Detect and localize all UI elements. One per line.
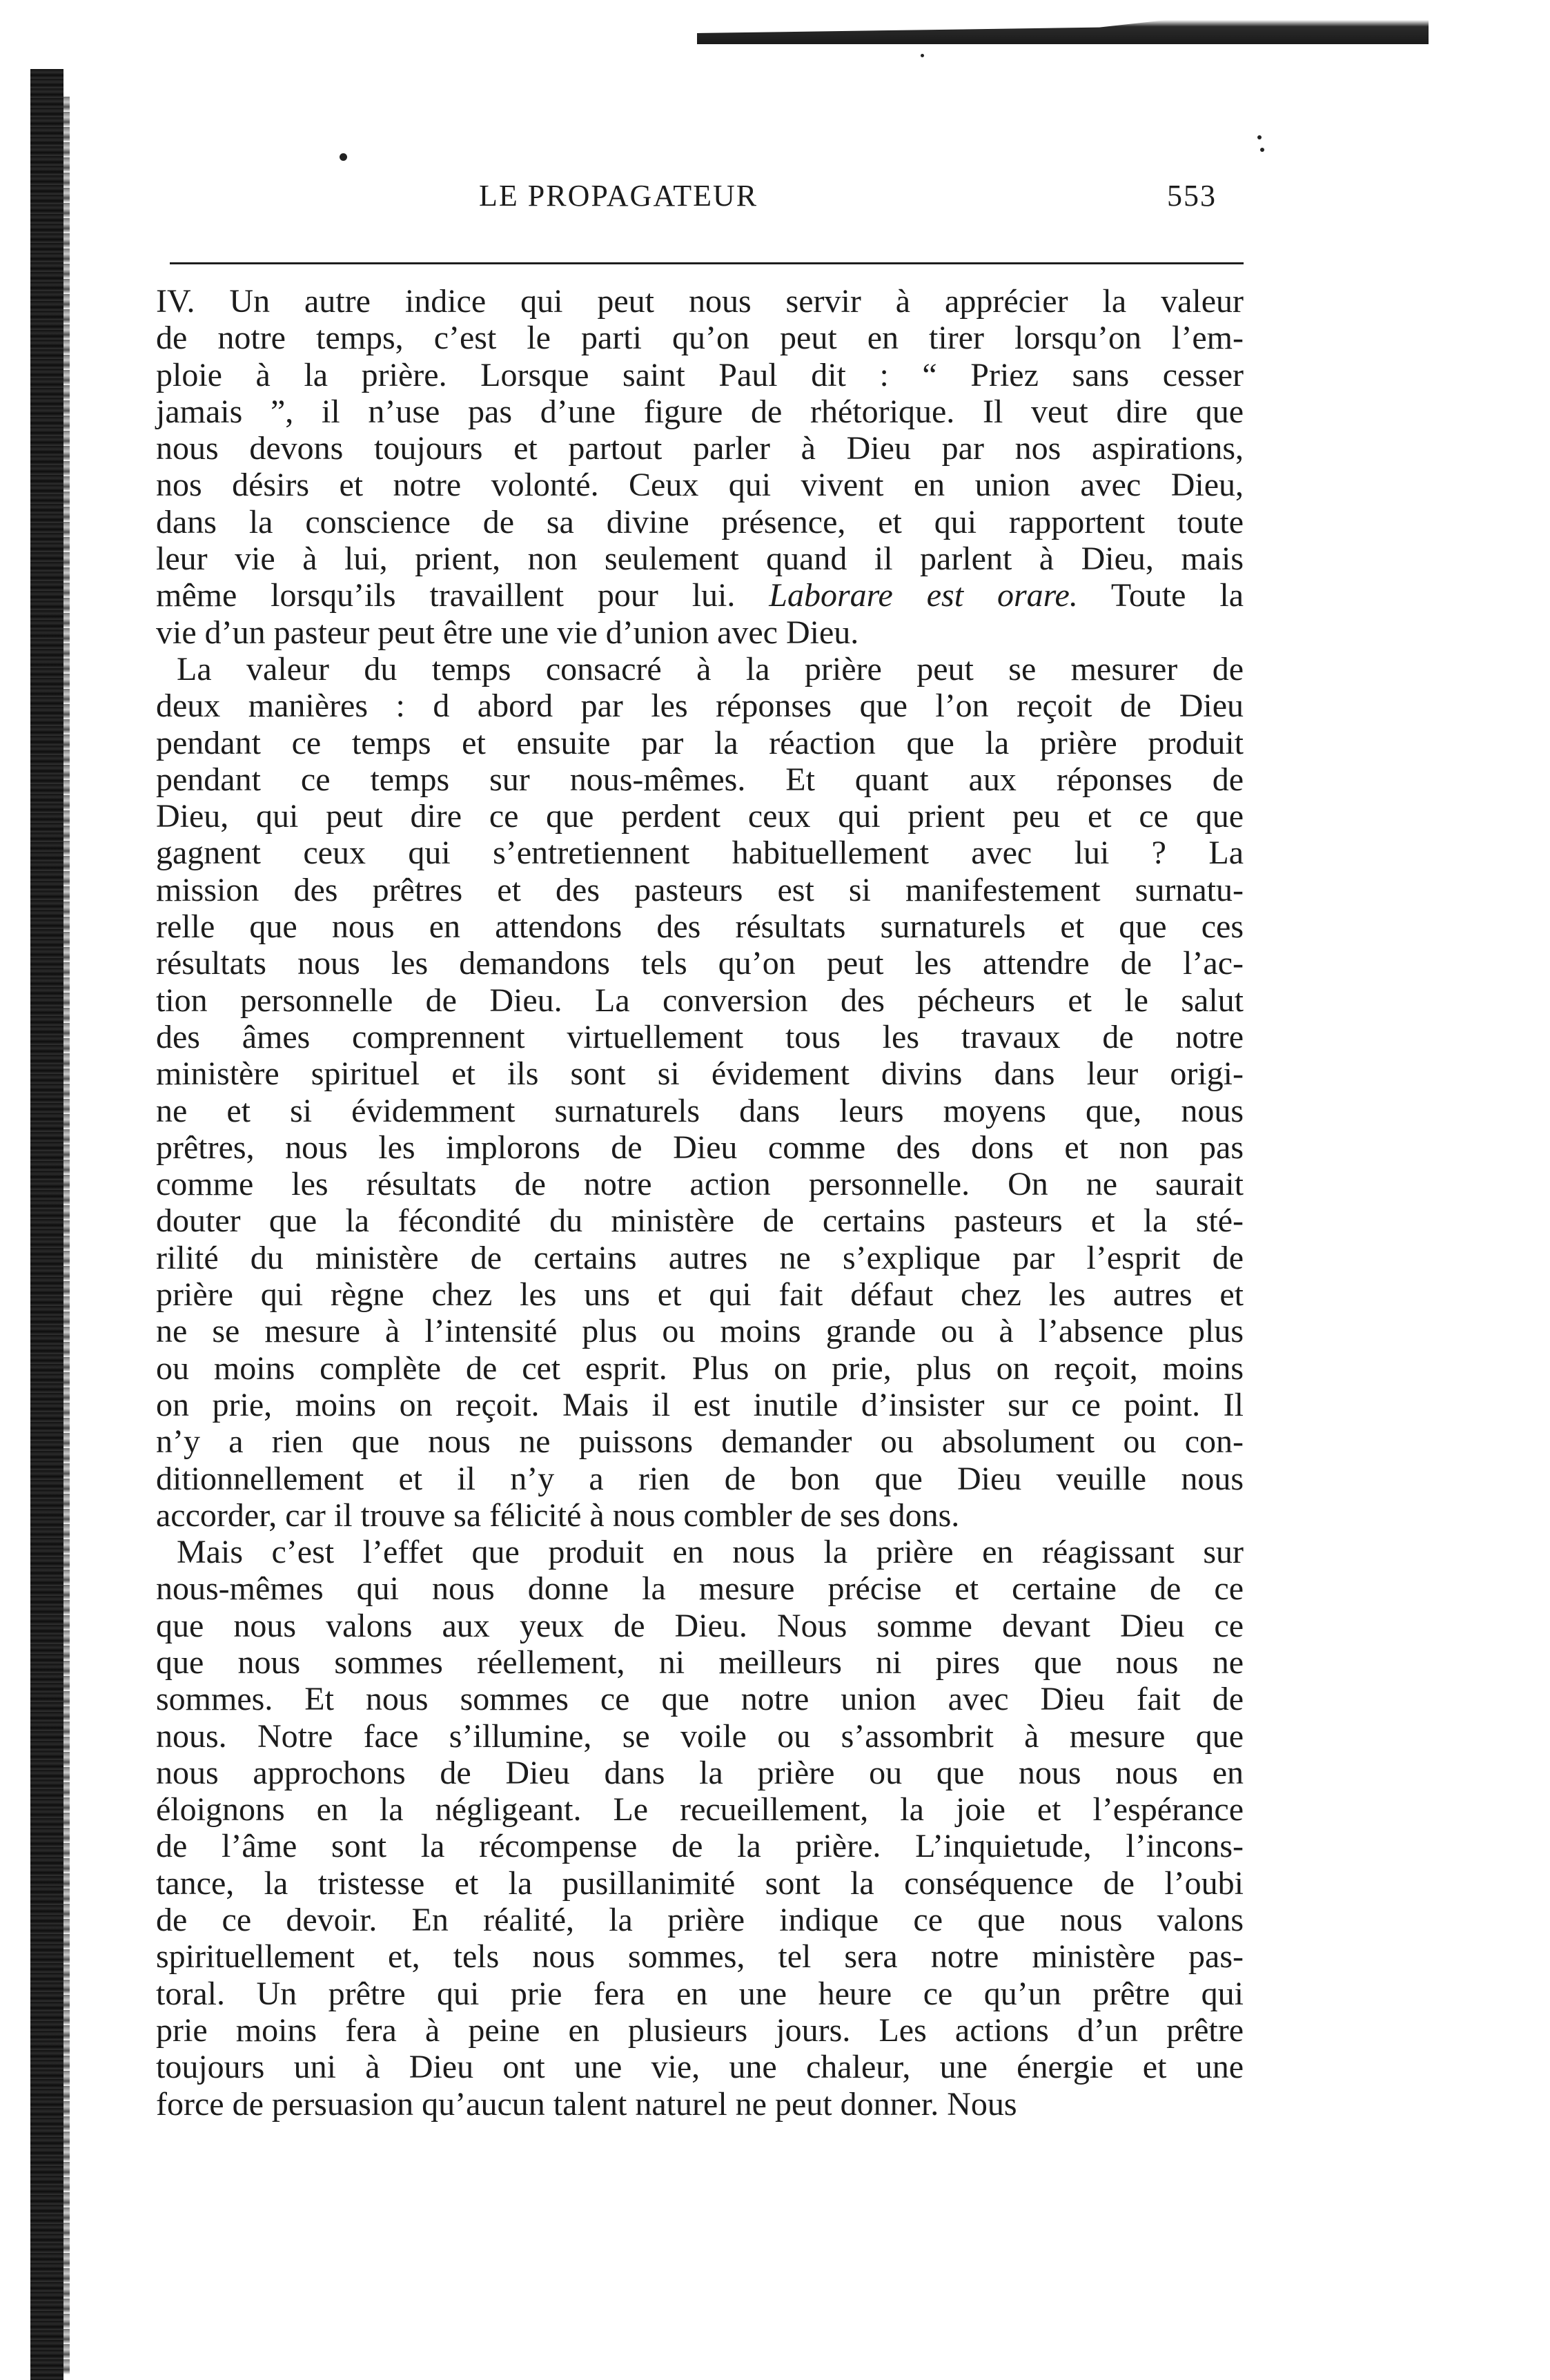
latin-phrase: Laborare est orare.	[769, 577, 1078, 614]
scan-speck	[921, 54, 924, 57]
text-line: leur vie à lui, prient, non seulement quand il parlent à Dieu, mais	[156, 540, 1244, 578]
text-line: nous devons toujours et partout parler à Dieu par nos aspirations,	[156, 430, 1244, 467]
text-line: on prie, moins on reçoit. Mais il est inutile d’insister sur ce point. Il	[156, 1386, 1244, 1423]
text-line: rilité du ministère de certains autres ne s’explique par l’esprit de	[156, 1239, 1244, 1276]
running-title: LE PROPAGATEUR	[479, 179, 758, 213]
text-line: ne se mesure à l’intensité plus ou moins grande ou à l’absence plus	[156, 1313, 1244, 1350]
text-line: éloignons en la négligeant. Le recueillement, la joie et l’espérance	[156, 1791, 1244, 1828]
text-line: de ce devoir. En réalité, la prière indique ce que nous valons	[156, 1902, 1244, 1939]
scan-speck	[1257, 135, 1262, 139]
text-line: relle que nous en attendons des résultats surnaturels et que ces	[156, 908, 1244, 946]
text-line: nos désirs et notre volonté. Ceux qui vivent en union avec Dieu,	[156, 467, 1244, 504]
text-line: toujours uni à Dieu ont une vie, une chaleur, une énergie et une	[156, 2049, 1244, 2086]
paragraph	[156, 651, 1244, 1534]
text-line: sommes. Et nous sommes ce que notre union avec Dieu fait de	[156, 1681, 1244, 1718]
scan-speck	[340, 153, 347, 161]
text-line: même lorsqu’ils travaillent pour lui. Laborare est orare. Toute la	[156, 577, 1244, 614]
text-line: deux manières : d abord par les réponses que l’on reçoit de Dieu	[156, 687, 1244, 725]
text-line: dans la conscience de sa divine présence, et qui rapportent toute	[156, 503, 1244, 540]
binding-edge	[63, 97, 70, 2374]
scan-speck	[1260, 148, 1264, 152]
text-line: force de persuasion qu’aucun talent naturel ne peut donner. Nous	[156, 2085, 1017, 2123]
page-number: 553	[1167, 179, 1217, 213]
text-line: vie d’un pasteur peut être une vie d’union avec Dieu.	[156, 614, 859, 651]
running-header	[173, 178, 1242, 233]
text-line: ministère spirituel et ils sont si évidement divins dans leur origi-	[156, 1055, 1244, 1093]
text-line: de l’âme sont la récompense de la prière. L’inquietude, l’incons-	[156, 1828, 1244, 1865]
text-line: n’y a rien que nous ne puissons demander ou absolument ou con-	[156, 1423, 1244, 1461]
text-line: jamais ”, il n’use pas d’une figure de rhétorique. Il veut dire que	[156, 393, 1244, 430]
text-line: accorder, car il trouve sa félicité à nous combler de ses dons.	[156, 1496, 960, 1534]
text-line: nous-mêmes qui nous donne la mesure précise et certaine de ce	[156, 1570, 1244, 1608]
text-line: La valeur du temps consacré à la prière peut se mesurer de	[177, 650, 1244, 687]
text-line: que nous sommes réellement, ni meilleurs ni pires que nous ne	[156, 1643, 1244, 1681]
text-line: gagnent ceux qui s’entretiennent habituellement avec lui ? La	[156, 835, 1244, 872]
text-line: IV. Un autre indice qui peut nous servir à apprécier la valeur	[156, 283, 1244, 320]
text-line: que nous valons aux yeux de Dieu. Nous somme devant Dieu ce	[156, 1607, 1244, 1644]
text-line: de notre temps, c’est le parti qu’on peut en tirer lorsqu’on l’em-	[156, 320, 1244, 357]
binding-shadow	[30, 69, 63, 2380]
text-line: comme les résultats de notre action personnelle. On ne saurait	[156, 1166, 1244, 1203]
text-line: prière qui règne chez les uns et qui fait défaut chez les autres et	[156, 1276, 1244, 1314]
text-line: prie moins fera à peine en plusieurs jours. Les actions d’un prêtre	[156, 2011, 1244, 2049]
text-line: résultats nous les demandons tels qu’on peut les attendre de l’ac-	[156, 945, 1244, 982]
text-line: Dieu, qui peut dire ce que perdent ceux qui prient peu et ce que	[156, 798, 1244, 835]
paragraph	[156, 283, 1244, 651]
text-line: tance, la tristesse et la pusillanimité sont la conséquence de l’oubi	[156, 1864, 1244, 1902]
body-text	[156, 283, 1244, 2123]
text-line: nous. Notre face s’illumine, se voile ou s’assombrit à mesure que	[156, 1717, 1244, 1755]
text-line: ne et si évidemment surnaturels dans leurs moyens que, nous	[156, 1092, 1244, 1129]
text-line: tion personnelle de Dieu. La conversion des pécheurs et le salut	[156, 982, 1244, 1019]
scan-edge-smudge	[697, 0, 1429, 44]
text-line: ploie à la prière. Lorsque saint Paul dit : “ Priez sans cesser	[156, 356, 1244, 393]
text-line: pendant ce temps et ensuite par la réaction que la prière produit	[156, 724, 1244, 761]
text-line: Mais c’est l’effet que produit en nous la prière en réagissant sur	[177, 1534, 1244, 1571]
text-line: douter que la fécondité du ministère de certains pasteurs et la sté-	[156, 1202, 1244, 1240]
text-line: ditionnellement et il n’y a rien de bon que Dieu veuille nous	[156, 1460, 1244, 1497]
header-rule	[170, 262, 1244, 264]
text-line: ou moins complète de cet esprit. Plus on prie, plus on reçoit, moins	[156, 1349, 1244, 1387]
text-line: spirituellement et, tels nous sommes, tel sera notre ministère pas-	[156, 1938, 1244, 1976]
text-line: mission des prêtres et des pasteurs est si manifestement surnatu-	[156, 871, 1244, 908]
text-line: des âmes comprennent virtuellement tous les travaux de notre	[156, 1018, 1244, 1055]
text-line: toral. Un prêtre qui prie fera en une heure ce qu’un prêtre qui	[156, 1975, 1244, 2012]
text-line: pendant ce temps sur nous-mêmes. Et quant aux réponses de	[156, 761, 1244, 798]
paragraph	[156, 1534, 1244, 2123]
text-line: nous approchons de Dieu dans la prière ou que nous nous en	[156, 1754, 1244, 1791]
text-line: prêtres, nous les implorons de Dieu comme des dons et non pas	[156, 1129, 1244, 1166]
